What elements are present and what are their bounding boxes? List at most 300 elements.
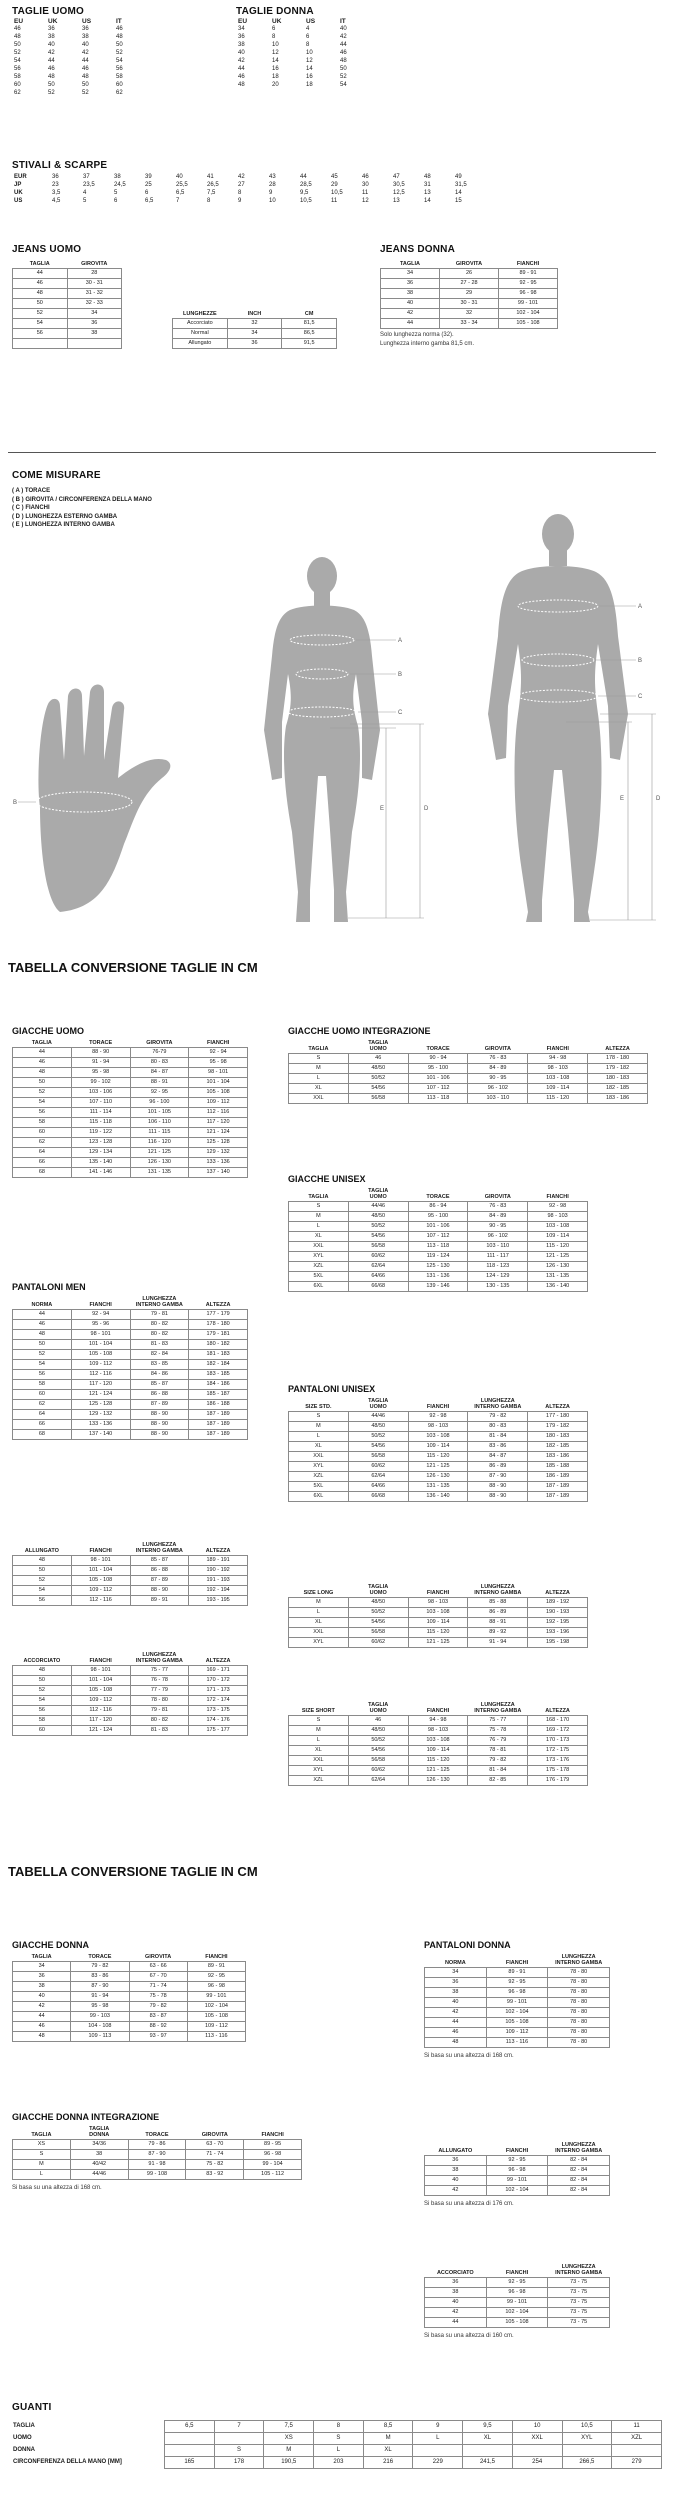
table-row: [425, 2018, 610, 2028]
table-cell: 63 - 66: [129, 1962, 187, 1972]
table-cell: 13: [393, 198, 400, 204]
table-cell: 133 - 136: [71, 1420, 130, 1430]
table-row: [12, 173, 484, 181]
table-cell: 185 - 188: [528, 1462, 588, 1472]
table-cell: L: [289, 1608, 349, 1618]
stivali-title: STIVALI & SCARPE: [12, 160, 108, 171]
table-cell: 5: [83, 198, 87, 204]
table-cell: 121 - 125: [528, 1252, 588, 1262]
table-cell: 18: [272, 74, 279, 80]
table-cell: 165: [165, 2457, 215, 2469]
table-cell: 87 - 89: [130, 1576, 189, 1586]
table-row: [13, 289, 122, 299]
table-row: [289, 1628, 588, 1638]
table-cell: 95 - 98: [189, 1058, 248, 1068]
table-row: [13, 299, 122, 309]
table-cell: 105 - 108: [71, 1686, 130, 1696]
table-cell: 113 - 118: [408, 1242, 468, 1252]
table-row: [13, 1696, 248, 1706]
table-cell: 133 - 136: [189, 1158, 248, 1168]
table-row: [13, 2022, 246, 2032]
table-cell: 40: [381, 299, 440, 309]
table-cell: 79 - 81: [130, 1310, 189, 1320]
column-header: CM: [304, 311, 314, 317]
header-row: [13, 1652, 248, 1666]
table-row: [425, 2298, 610, 2308]
table-cell: 42: [425, 2308, 487, 2318]
table-cell: 78 - 80: [548, 1978, 610, 1988]
table-cell: 130 - 135: [468, 1282, 528, 1292]
table-cell: 195 - 198: [528, 1638, 588, 1648]
table-cell: 91 - 94: [71, 1992, 129, 2002]
table-cell: S: [289, 1716, 349, 1726]
table-cell: 46: [348, 1054, 408, 1064]
table-row: [289, 1608, 588, 1618]
table-cell: 170 - 173: [528, 1736, 588, 1746]
table-row: [289, 1054, 648, 1064]
table-cell: 12: [272, 50, 279, 56]
table-cell: 26,5: [207, 182, 219, 188]
table-cell: 62/64: [348, 1472, 408, 1482]
body-figures-illustration: [0, 460, 676, 930]
table-cell: 56: [13, 1596, 72, 1606]
table-cell: 96 - 98: [499, 289, 558, 299]
table-row: [381, 269, 558, 279]
table-cell: 76 - 83: [468, 1202, 528, 1212]
table-row: [13, 2002, 246, 2012]
table-cell: 187 - 189: [528, 1492, 588, 1502]
table-row: [12, 89, 148, 97]
giacche-uomo-section: [12, 1026, 248, 1178]
table-cell: 44: [13, 1310, 72, 1320]
table-cell: 88 - 91: [130, 1078, 189, 1088]
table-cell: XL: [289, 1618, 349, 1628]
table-cell: 99 - 101: [486, 2298, 548, 2308]
table-cell: 115 - 118: [71, 1118, 130, 1128]
table-cell: 50: [340, 66, 347, 72]
table-cell: 36: [238, 34, 245, 40]
table-cell: 102 - 104: [187, 2002, 245, 2012]
table-cell: XXL: [289, 1242, 349, 1252]
table-cell: 6,5: [145, 198, 154, 204]
table-cell: 56: [13, 1370, 72, 1380]
column-header: FIANCHI: [505, 2148, 529, 2154]
size-short-table: [288, 1702, 588, 1786]
table-cell: 23,5: [83, 182, 95, 188]
table-cell: 78 - 80: [548, 2038, 610, 2048]
table-cell: 66: [13, 1420, 72, 1430]
table-cell: 76 - 83: [468, 1054, 528, 1064]
table-cell: 91 - 98: [128, 2160, 186, 2170]
table-row: [13, 1686, 248, 1696]
table-cell: 126 - 130: [130, 1158, 189, 1168]
table-cell: 6XL: [289, 1492, 349, 1502]
table-cell: 90 - 95: [468, 1074, 528, 1084]
column-header: GIROVITA: [145, 1954, 172, 1960]
table-cell: 75 - 77: [468, 1716, 528, 1726]
size-long-table: [288, 1584, 588, 1648]
table-cell: 191 - 193: [189, 1576, 248, 1586]
table-cell: 107 - 112: [408, 1084, 468, 1094]
table-cell: 109 - 112: [71, 1586, 130, 1596]
table-cell: 5: [114, 190, 118, 196]
table-cell: 129 - 134: [71, 1148, 130, 1158]
table-cell: XZL: [289, 1776, 349, 1786]
table-row: [13, 1706, 248, 1716]
column-header: FIANCHI: [505, 2270, 529, 2276]
table-cell: 121 - 125: [130, 1148, 189, 1158]
pantaloni-donna-table: [424, 1954, 610, 2048]
table-cell: 187 - 189: [189, 1410, 248, 1420]
table-cell: 105 - 108: [486, 2318, 548, 2328]
header-row: [425, 2142, 610, 2156]
giacche-donna-integrazione-table: [12, 2126, 302, 2180]
table-cell: 80 - 83: [130, 1058, 189, 1068]
table-cell: 60: [13, 1128, 72, 1138]
table-cell: 86 - 88: [130, 1390, 189, 1400]
column-header: LUNGHEZZA INTERNO GAMBA: [555, 2142, 603, 2154]
table-cell: 78 - 80: [548, 1998, 610, 2008]
table-cell: 56: [13, 329, 68, 339]
table-cell: 54: [13, 1360, 72, 1370]
column-header: TORACE: [426, 1046, 450, 1052]
column-header: TAGLIA: [308, 1046, 329, 1052]
table-cell: 91 - 94: [71, 1058, 130, 1068]
table-cell: 88 - 90: [130, 1410, 189, 1420]
table-cell: 58: [14, 74, 21, 80]
pantaloni-unisex-title: PANTALONI UNISEX: [288, 1384, 376, 1394]
table-cell: 95 - 100: [408, 1212, 468, 1222]
table-cell: 83 - 85: [130, 1360, 189, 1370]
table-cell: 8: [238, 190, 242, 196]
table-cell: 103 - 108: [528, 1074, 588, 1084]
table-cell: 189 - 191: [189, 1556, 248, 1566]
table-cell: 241,5: [463, 2457, 513, 2469]
female-letter-d: D: [424, 806, 429, 812]
table-row: [289, 1202, 588, 1212]
table-cell: 92 - 95: [486, 1978, 548, 1988]
table-row: [13, 1666, 248, 1676]
table-cell: 177 - 180: [528, 1412, 588, 1422]
table-cell: 75 - 82: [186, 2160, 244, 2170]
table-cell: 40: [48, 42, 55, 48]
table-row: [13, 329, 122, 339]
table-cell: 107 - 112: [408, 1232, 468, 1242]
table-cell: 81 - 83: [130, 1340, 189, 1350]
table-row: [12, 189, 484, 197]
table-cell: L: [314, 2445, 364, 2457]
table-cell: 36: [67, 319, 122, 329]
table-cell: 48: [340, 58, 347, 64]
table-cell: 54: [13, 319, 68, 329]
table-row: [173, 329, 337, 339]
table-cell: 193 - 195: [189, 1596, 248, 1606]
table-cell: 7,5: [264, 2421, 314, 2433]
table-cell: 11: [612, 2421, 662, 2433]
table-cell: 105 - 108: [189, 1088, 248, 1098]
size-short-section: [288, 1702, 588, 1786]
table-cell: 113 - 118: [408, 1094, 468, 1104]
table-cell: 137 - 140: [71, 1430, 130, 1440]
table-cell: XL: [289, 1084, 349, 1094]
table-cell: 44/46: [70, 2170, 128, 2180]
table-cell: 88 - 91: [468, 1618, 528, 1628]
column-header: ALTEZZA: [605, 1046, 630, 1052]
table-row: [425, 2288, 610, 2298]
giacche-donna-title: GIACCHE DONNA: [12, 1940, 90, 1950]
table-row: [289, 1074, 648, 1084]
table-cell: S: [314, 2433, 364, 2445]
table-cell: 126 - 130: [528, 1262, 588, 1272]
table-cell: XYL: [562, 2433, 612, 2445]
table-cell: 85 - 87: [130, 1380, 189, 1390]
table-cell: 90 - 94: [408, 1054, 468, 1064]
table-cell: 31 - 32: [67, 289, 122, 299]
table-row: [12, 41, 148, 49]
table-cell: 44: [13, 269, 68, 279]
table-cell: 50: [116, 42, 123, 48]
table-cell: 105 - 108: [499, 319, 558, 329]
column-header: ALTEZZA: [545, 1404, 570, 1410]
column-header: TORACE: [89, 1040, 113, 1046]
table-cell: 50: [13, 1566, 72, 1576]
table-cell: 96 - 98: [486, 1988, 548, 1998]
table-cell: L: [289, 1222, 349, 1232]
table-row: [289, 1716, 588, 1726]
table-row: [425, 2318, 610, 2328]
table-cell: 52: [13, 1088, 72, 1098]
table-cell: 101 - 106: [408, 1074, 468, 1084]
table-cell: UK: [14, 190, 23, 196]
table-cell: 102 - 104: [499, 309, 558, 319]
table-cell: JP: [14, 182, 22, 188]
table-cell: US: [14, 198, 23, 204]
table-cell: 10: [269, 198, 276, 204]
table-cell: 82 - 84: [130, 1350, 189, 1360]
column-header: LUNGHEZZA INTERNO GAMBA: [474, 1702, 522, 1714]
table-cell: 71 - 74: [186, 2150, 244, 2160]
table-cell: 44: [82, 58, 89, 64]
table-cell: 96 - 98: [187, 1982, 245, 1992]
table-cell: 46: [348, 1716, 408, 1726]
table-cell: 40: [425, 1998, 487, 2008]
table-cell: S: [214, 2445, 264, 2457]
table-row: [12, 2457, 662, 2469]
table-cell: 54: [13, 1098, 72, 1108]
table-cell: 12: [362, 198, 369, 204]
table-cell: 20: [272, 82, 279, 88]
table-row: [13, 1310, 248, 1320]
table-cell: 135 - 140: [71, 1158, 130, 1168]
table-cell: 6: [272, 26, 276, 32]
table-cell: 62: [13, 1138, 72, 1148]
table-cell: 25: [145, 182, 152, 188]
table-cell: 95 - 96: [71, 1320, 130, 1330]
table-row: [13, 1048, 248, 1058]
table-cell: 185 - 187: [189, 1390, 248, 1400]
table-cell: 129 - 132: [189, 1148, 248, 1158]
table-cell: 105 - 108: [486, 2018, 548, 2028]
column-header: LUNGHEZZA INTERNO GAMBA: [474, 1398, 522, 1410]
table-cell: 103 - 106: [71, 1088, 130, 1098]
table-row: [381, 289, 558, 299]
table-cell: 38: [114, 174, 121, 180]
column-header: US: [82, 17, 92, 25]
table-cell: 30 - 31: [67, 279, 122, 289]
table-cell: 30,5: [393, 182, 405, 188]
male-letter-d: D: [656, 796, 661, 802]
table-cell: S: [13, 2150, 71, 2160]
table-cell: 60: [116, 82, 123, 88]
table-cell: 117 - 120: [71, 1716, 130, 1726]
table-cell: 186 - 189: [528, 1472, 588, 1482]
table-row: [425, 2038, 610, 2048]
giacche-unisex-title: GIACCHE UNISEX: [288, 1174, 366, 1184]
table-cell: 9: [413, 2421, 463, 2433]
table-cell: 46: [13, 279, 68, 289]
table-cell: 48: [13, 1556, 72, 1566]
table-cell: M: [289, 1212, 349, 1222]
table-row: [425, 2028, 610, 2038]
giacche-donna-integrazione-title: GIACCHE DONNA INTEGRAZIONE: [12, 2112, 160, 2122]
header-row: [13, 261, 122, 269]
table-row: [425, 2156, 610, 2166]
table-cell: 9,5: [463, 2421, 513, 2433]
table-cell: 42: [82, 50, 89, 56]
table-cell: 56: [13, 1108, 72, 1118]
table-cell: 136 - 140: [408, 1492, 468, 1502]
table-cell: XXL: [289, 1094, 349, 1104]
allungato-donna-note: Si basa su una altezza di 176 cm.: [424, 2201, 514, 2207]
table-cell: 141 - 146: [71, 1168, 130, 1178]
table-cell: 68: [13, 1430, 72, 1440]
table-row: [12, 57, 148, 65]
row-label: TAGLIA: [13, 2423, 35, 2429]
table-cell: XL: [463, 2433, 513, 2445]
table-cell: 99 - 101: [187, 1992, 245, 2002]
table-cell: XL: [363, 2445, 413, 2457]
table-row: [236, 49, 372, 57]
table-cell: 48: [48, 74, 55, 80]
table-cell: 36: [381, 279, 440, 289]
table-cell: [165, 2433, 215, 2445]
table-cell: 85 - 87: [130, 1556, 189, 1566]
accorciato-men-section: [12, 1652, 248, 1736]
table-cell: [562, 2445, 612, 2457]
table-cell: 48/50: [348, 1598, 408, 1608]
column-header: UK: [48, 17, 58, 25]
table-cell: 11: [362, 190, 369, 196]
table-cell: M: [13, 2160, 71, 2170]
jeans-donna-title: JEANS DONNA: [380, 244, 455, 255]
table-row: [13, 319, 122, 329]
table-cell: 52: [13, 1686, 72, 1696]
table-cell: 180 - 182: [189, 1340, 248, 1350]
table-cell: 89 - 91: [499, 269, 558, 279]
table-row: [13, 1576, 248, 1586]
table-cell: 10,5: [562, 2421, 612, 2433]
table-row: [13, 1380, 248, 1390]
table-cell: 15: [455, 198, 462, 204]
table-row: [289, 1064, 648, 1074]
table-cell: 107 - 110: [71, 1098, 130, 1108]
table-cell: 4: [83, 190, 87, 196]
male-letter-c: C: [638, 694, 643, 700]
table-cell: 42: [425, 2008, 487, 2018]
header-row: [425, 1954, 610, 1968]
table-cell: 73 - 75: [548, 2278, 610, 2288]
table-cell: 84 - 89: [468, 1212, 528, 1222]
table-cell: 47: [393, 174, 400, 180]
column-header: TAGLIA: [31, 2132, 52, 2138]
table-row: [289, 1638, 588, 1648]
table-cell: 54/56: [348, 1746, 408, 1756]
table-cell: 91 - 94: [468, 1638, 528, 1648]
table-cell: L: [13, 2170, 71, 2180]
table-cell: 44: [13, 1048, 72, 1058]
column-header: EU: [14, 17, 24, 25]
table-row: [13, 1390, 248, 1400]
table-cell: 182 - 184: [189, 1360, 248, 1370]
table-cell: 38: [425, 2166, 487, 2176]
table-row: [12, 81, 148, 89]
table-cell: 121 - 124: [71, 1390, 130, 1400]
table-row: [289, 1492, 588, 1502]
table-row: [289, 1726, 588, 1736]
table-cell: XL: [289, 1442, 349, 1452]
allungato-donna-table: [424, 2142, 610, 2196]
table-cell: 92 - 95: [130, 1088, 189, 1098]
table-row: [13, 1330, 248, 1340]
table-cell: 83 - 92: [186, 2170, 244, 2180]
table-row: [13, 2012, 246, 2022]
table-row: [425, 2176, 610, 2186]
table-cell: 62/64: [348, 1776, 408, 1786]
table-cell: 7: [214, 2421, 264, 2433]
table-cell: 80 - 82: [130, 1330, 189, 1340]
table-cell: 80 - 82: [130, 1716, 189, 1726]
female-letter-b: B: [398, 672, 403, 678]
table-cell: [67, 339, 122, 349]
table-cell: 103 - 108: [528, 1222, 588, 1232]
table-row: [13, 2170, 302, 2180]
table-cell: 109 - 113: [71, 2032, 129, 2042]
table-cell: 84 - 89: [468, 1064, 528, 1074]
table-cell: 6,5: [165, 2421, 215, 2433]
table-cell: 121 - 125: [408, 1766, 468, 1776]
table-cell: 109 - 114: [528, 1084, 588, 1094]
table-cell: 92 - 95: [187, 1972, 245, 1982]
table-cell: 52: [340, 74, 347, 80]
table-cell: 98 - 103: [408, 1726, 468, 1736]
table-row: [13, 1350, 248, 1360]
jeans-donna-note1: Solo lunghezza norma (32).: [380, 332, 454, 338]
table-cell: 82 - 84: [548, 2166, 610, 2176]
table-cell: 193 - 196: [528, 1628, 588, 1638]
table-cell: 112 - 116: [71, 1596, 130, 1606]
table-cell: 3,5: [52, 190, 61, 196]
table-cell: 79 - 82: [71, 1962, 129, 1972]
table-cell: 4: [306, 26, 310, 32]
table-cell: XYL: [289, 1638, 349, 1648]
table-cell: 111 - 117: [468, 1252, 528, 1262]
table-cell: 101 - 104: [71, 1340, 130, 1350]
table-cell: 34: [13, 1962, 71, 1972]
table-cell: 75 - 77: [130, 1666, 189, 1676]
table-cell: 95 - 100: [408, 1064, 468, 1074]
table-cell: 38: [13, 1982, 71, 1992]
table-cell: 27: [238, 182, 245, 188]
